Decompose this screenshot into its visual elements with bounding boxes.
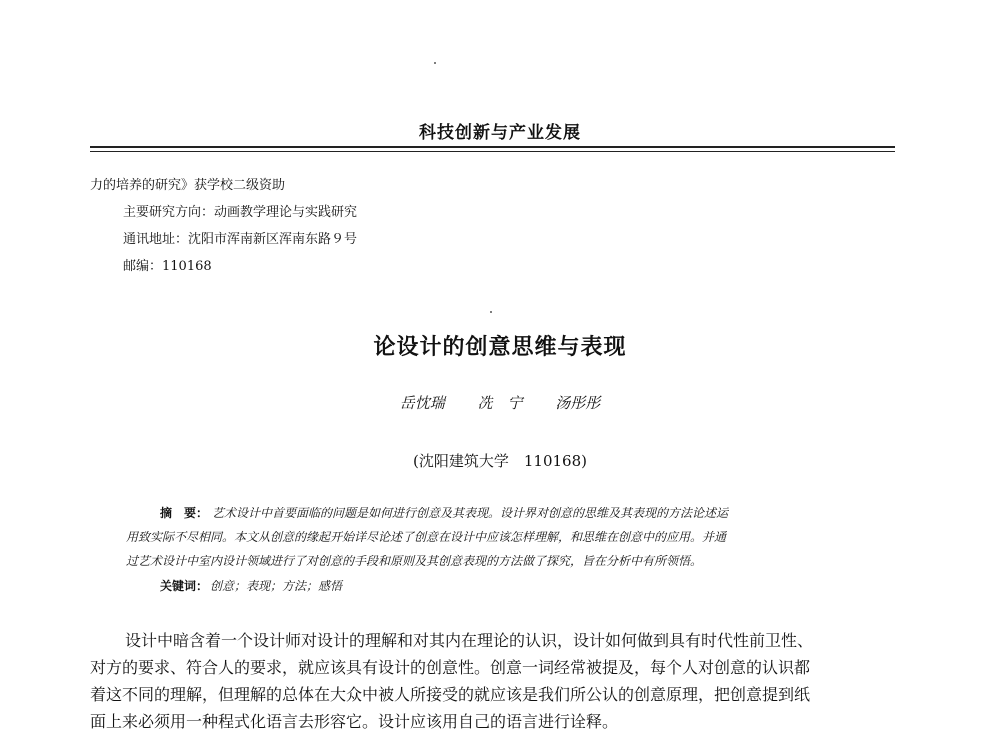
abstract xyxy=(126,501,866,573)
contact-line: 力的培养的研究》获学校二级资助 xyxy=(90,178,286,193)
abstract-line: 过艺术设计中室内设计领域进行了对创意的手段和原则及其创意表现的方法做了探究，旨在分析中有所领悟。 xyxy=(126,554,703,568)
abstract-line: 用致实际不尽相同。本文从创意的缘起开始详尽论述了创意在设计中应该怎样理解，和思维在创意中的应用。并通 xyxy=(126,530,727,544)
header-rule-thick xyxy=(90,146,895,148)
section-title: 科技创新与产业发展 xyxy=(419,123,581,143)
author-list xyxy=(0,392,1000,413)
keywords xyxy=(160,577,342,594)
body-line: 对方的要求、符合人的要求，就应该具有设计的创意性。创意一词经常被提及，每个人对创意的认识都 xyxy=(90,658,811,677)
keywords-value: 创意；表现；方法；感悟 xyxy=(210,579,343,593)
contact-line: 主要研究方向：动画教学理论与实践研究 xyxy=(123,205,358,220)
paper-title: 论设计的创意思维与表现 xyxy=(373,335,627,360)
abstract-line: 艺术设计中首要面临的问题是如何进行创意及其表现。设计界对创意的思维及其表现的方法论述运 xyxy=(212,506,729,520)
contact-line: 通讯地址：沈阳市浑南新区浑南东路９号 xyxy=(123,232,358,247)
affiliation: (沈阳建筑大学 110168) xyxy=(413,452,587,470)
contact-line: 邮编：110168 xyxy=(123,259,212,274)
body-paragraph xyxy=(90,627,905,735)
abstract-label: 摘 要： xyxy=(160,506,209,520)
body-line: 设计中暗含着一个设计师对设计的理解和对其内在理论的认识，设计如何做到具有时代性前卫性、 xyxy=(125,631,814,650)
author-contact-info xyxy=(90,172,357,280)
scan-speck xyxy=(490,311,492,313)
body-line: 着这不同的理解，但理解的总体在大众中被人所接受的就应该是我们所公认的创意原理，把创意提到纸 xyxy=(90,685,811,704)
body-line: 面上来必须用一种程式化语言去形容它。设计应该用自己的语言进行诠释。 xyxy=(90,712,619,731)
keywords-label: 关键词： xyxy=(160,579,209,593)
author-name: 岳忱瑞 xyxy=(399,394,445,412)
header-rule-thin xyxy=(90,151,895,152)
author-name: 冼 宁 xyxy=(477,394,523,412)
scan-speck xyxy=(434,62,436,64)
author-name: 汤彤彤 xyxy=(555,394,601,412)
